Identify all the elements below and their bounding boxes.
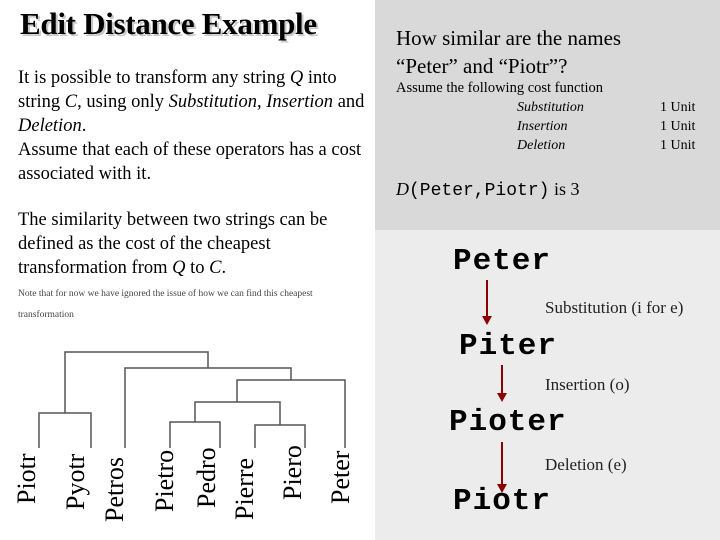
cost-op-substitution: Substitution [517,100,584,115]
arrow-shaft-2 [501,365,503,395]
leaf-piero: Piero [278,445,307,500]
op-deletion: Deletion (e) [545,455,627,474]
op-insertion: Insertion (o) [545,375,630,394]
word-piotr: Piotr [453,484,552,519]
arrow-shaft-1 [486,280,488,318]
note-text: Note that for now we have ignored the issue of how we can find this cheapest transformation [18,289,313,320]
arrow-head-2 [497,393,507,402]
word-pioter: Pioter [449,405,567,440]
leaf-piotr: Piotr [12,453,41,504]
intro-paragraph: It is possible to transform any string Q into string C, using only Substitution, Insertion and Deletion. Assume that each of these operators has a cost associated with it. [18,68,365,184]
leaf-pyotr: Pyotr [61,453,90,510]
dendro-link-pietro-pedro [170,422,220,448]
dendrogram [0,330,375,540]
leaf-pedro: Pedro [192,447,221,508]
cost-value-deletion: 1 Unit [660,138,696,153]
arrow-head-1 [482,316,492,325]
leaf-peter: Peter [326,450,355,504]
distance-statement: D(Peter,Piotr) is 3 [396,179,580,201]
assume-text: Assume the following cost function [396,80,604,96]
dendro-link-peter [237,380,345,448]
arrow-shaft-3 [501,442,503,486]
leaf-pierre: Pierre [230,457,259,520]
slide-title: Edit Distance Example [20,6,317,41]
similarity-paragraph: The similarity between two strings can be defined as the cost of the cheapest transformation from Q to C. [18,210,328,278]
cost-op-deletion: Deletion [517,138,566,153]
cost-value-insertion: 1 Unit [660,119,696,134]
word-piter: Piter [459,329,558,364]
cost-op-insertion: Insertion [517,119,568,134]
dendro-link-piotr-pyotr [39,413,91,448]
question-text: How similar are the names “Peter” and “Piotr”? [396,26,622,78]
dendro-link-root [65,352,208,413]
word-peter: Peter [453,244,552,279]
op-substitution: Substitution (i for e) [545,298,684,317]
leaf-pietro: Pietro [150,449,179,512]
cost-value-substitution: 1 Unit [660,100,696,115]
leaf-petros: Petros [100,457,129,522]
